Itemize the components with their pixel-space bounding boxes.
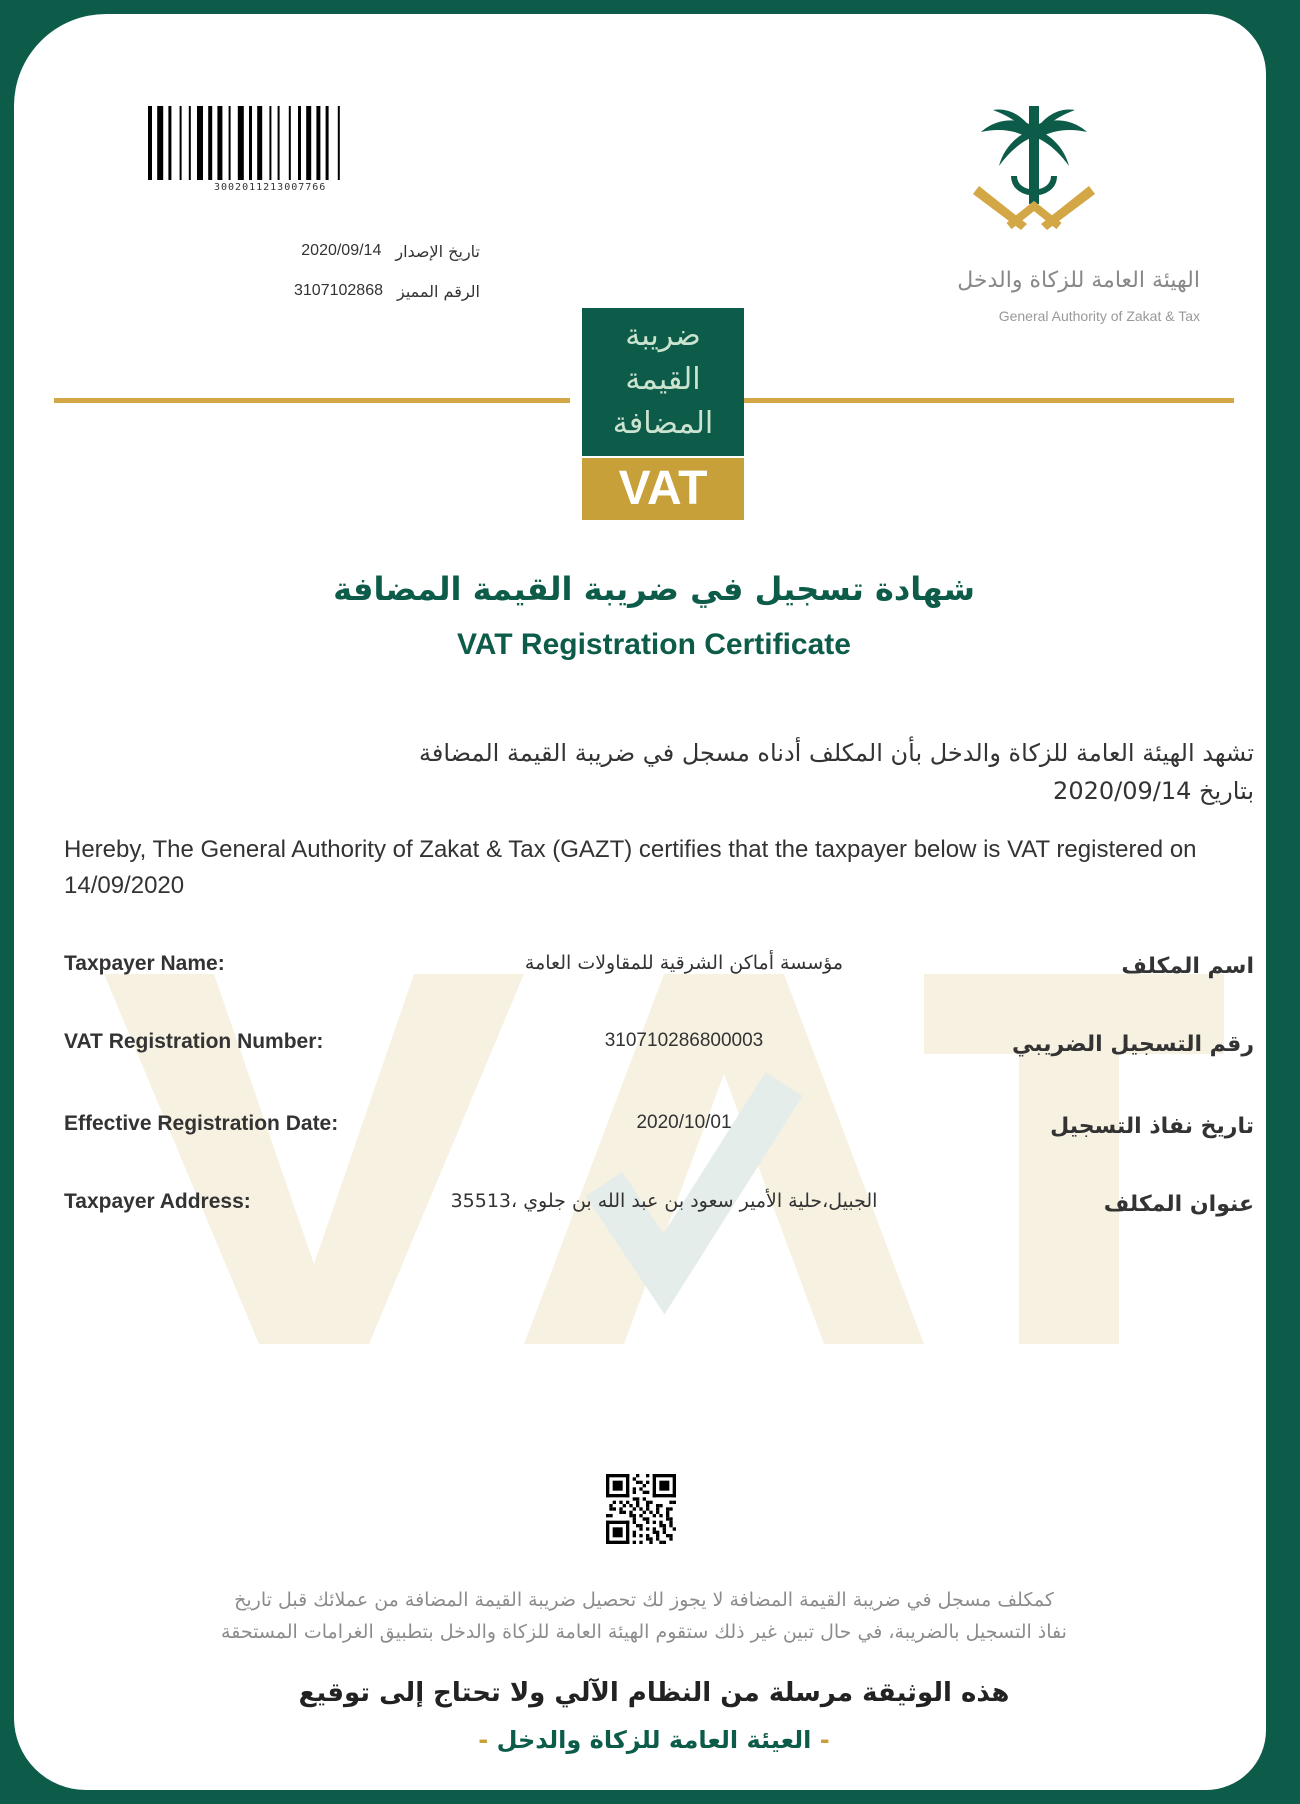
field-label-ar: رقم التسجيل الضريبي xyxy=(1012,1032,1254,1057)
vat-badge-arabic xyxy=(582,308,744,456)
serial-row xyxy=(164,282,480,301)
field-row-taxpayer-name xyxy=(64,952,1254,992)
authority-name-ar: الهيئة العامة للزكاة والدخل xyxy=(957,268,1200,293)
serial-label: الرقم المميز xyxy=(396,282,480,301)
serial-value: 3107102868 xyxy=(294,282,383,299)
field-row-vat-number xyxy=(64,1030,1254,1070)
footer-note-line2: نفاذ التسجيل بالضريبة، في حال تبين غير ذلك ستقوم الهيئة العامة للزكاة والدخل بتطبيق الغرامات المستحقة xyxy=(221,1621,1067,1643)
vat-badge xyxy=(582,308,744,520)
authority-name-en: General Authority of Zakat & Tax xyxy=(998,308,1200,324)
field-label-en: Taxpayer Address: xyxy=(64,1190,251,1213)
dash-right: - xyxy=(478,1726,489,1754)
vat-badge-ar-line3: المضافة xyxy=(612,406,714,441)
certification-ar-line1: تشهد الهيئة العامة للزكاة والدخل بأن المكلف أدناه مسجل في ضريبة القيمة المضافة xyxy=(419,739,1254,767)
certificate-card xyxy=(14,14,1266,1790)
vat-badge-english: VAT xyxy=(582,458,744,520)
field-label-ar: اسم المكلف xyxy=(1121,954,1254,979)
field-label-ar: تاريخ نفاذ التسجيل xyxy=(1050,1114,1254,1139)
authority-signoff xyxy=(214,1726,1094,1754)
issue-date-label: تاريخ الإصدار xyxy=(395,242,480,261)
footer-note-line1: كمكلف مسجل في ضريبة القيمة المضافة لا يجوز لك تحصيل ضريبة القيمة المضافة من عملائك قبل تاريخ xyxy=(234,1589,1054,1611)
qr-code xyxy=(606,1474,676,1544)
certification-ar xyxy=(164,734,1254,810)
issue-date-value: 2020/09/14 xyxy=(301,242,382,259)
field-value: مؤسسة أماكن الشرقية للمقاولات العامة xyxy=(524,952,844,974)
field-row-address xyxy=(64,1190,1254,1230)
certification-ar-line2: بتاريخ 2020/09/14 xyxy=(1053,777,1254,805)
system-note: هذه الوثيقة مرسلة من النظام الآلي ولا تحتاج إلى توقيع xyxy=(298,1678,1010,1708)
title-ar: شهادة تسجيل في ضريبة القيمة المضافة xyxy=(333,570,975,608)
title-en: VAT Registration Certificate xyxy=(457,628,851,661)
vat-badge-ar-line1: ضريبة xyxy=(625,318,701,353)
field-row-effective-date xyxy=(64,1112,1254,1152)
dash-left: - xyxy=(819,1726,830,1754)
authority-signoff-text: العيئة العامة للزكاة والدخل xyxy=(496,1726,812,1754)
field-label-en: Taxpayer Name: xyxy=(64,952,225,975)
vat-badge-ar-line2: القيمة xyxy=(625,362,701,397)
field-label-ar: عنوان المكلف xyxy=(1103,1192,1254,1217)
certification-en: Hereby, The General Authority of Zakat & Tax (GAZT) certifies that the taxpayer below is VAT registered on 14/09/2020 xyxy=(64,836,1197,899)
field-label-en: Effective Registration Date: xyxy=(64,1112,339,1135)
field-label-en: VAT Registration Number: xyxy=(64,1030,324,1053)
barcode-digits: 3002011213007766 xyxy=(214,182,327,193)
footer-note xyxy=(54,1584,1234,1648)
palm-swords-emblem-icon xyxy=(969,106,1099,246)
issue-date-row xyxy=(164,242,480,261)
field-value: 2020/10/01 xyxy=(636,1112,732,1133)
field-value: 310710286800003 xyxy=(604,1030,764,1051)
divider-right xyxy=(744,398,1234,403)
field-value: الجبيل،حلية الأمير سعود بن عبد الله بن جلوي ،35513 xyxy=(450,1190,878,1212)
divider-left xyxy=(54,398,570,403)
